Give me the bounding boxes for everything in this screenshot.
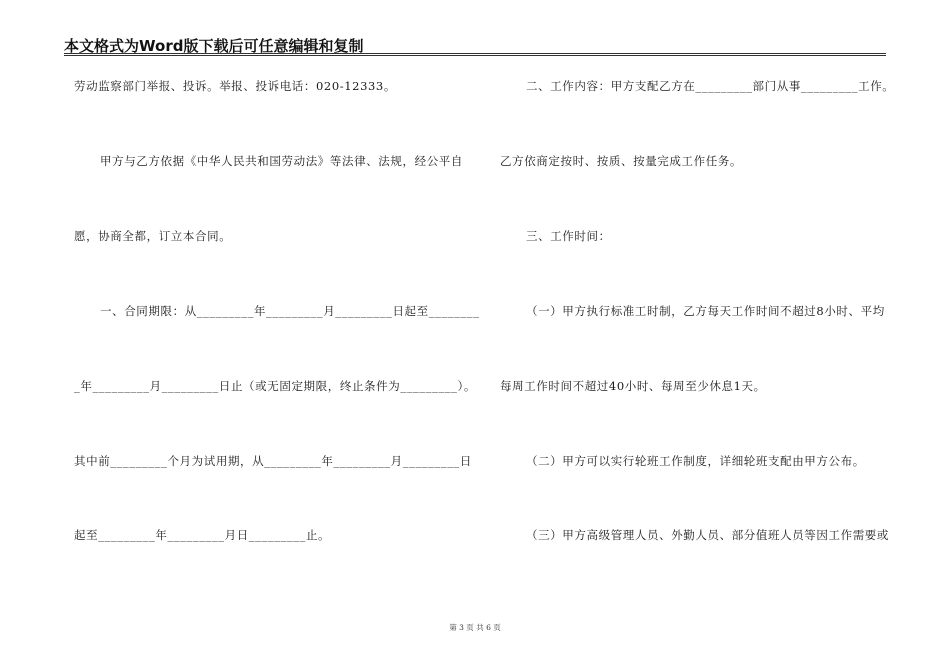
paragraph-line: 其中前_________个月为试用期，从_________年_________月_________日 [74,454,472,468]
header-divider [64,53,886,54]
paragraph-line: 一、合同期限：从_________年_________月_________日起至________ [100,304,480,318]
paragraph-line: 三、工作时间： [526,229,611,243]
paragraph-line: （二）甲方可以实行轮班工作制度，详细轮班支配由甲方公布。 [526,454,865,468]
paragraph-line: 起至_________年_________月日_________止。 [74,528,331,542]
page-number-footer: 第 3 页 共 6 页 [449,623,501,632]
paragraph-line: 愿，协商全都，订立本合同。 [74,229,232,243]
paragraph-line: 每周工作时间不超过40小时、每周至少休息1天。 [500,379,766,393]
paragraph-line: 劳动监察部门举报、投诉。举报、投诉电话：020-12333。 [74,79,396,93]
paragraph-line: 乙方依商定按时、按质、按量完成工作任务。 [500,154,742,168]
document-header-title: 本文格式为Word版下载后可任意编辑和复制 [64,37,364,55]
paragraph-line: _年_________月_________日止（或无固定期限，终止条件为_________）。 [74,379,476,393]
header-divider-secondary [64,55,886,56]
paragraph-line: 甲方与乙方依据《中华人民共和国劳动法》等法律、法规，经公平自 [100,154,463,168]
paragraph-line: （一）甲方执行标准工时制，乙方每天工作时间不超过8小时、平均 [526,304,885,318]
paragraph-line: 二、工作内容：甲方支配乙方在_________部门从事_________工作。 [526,79,895,93]
paragraph-line: （三）甲方高级管理人员、外勤人员、部分值班人员等因工作需要或 [526,528,889,542]
